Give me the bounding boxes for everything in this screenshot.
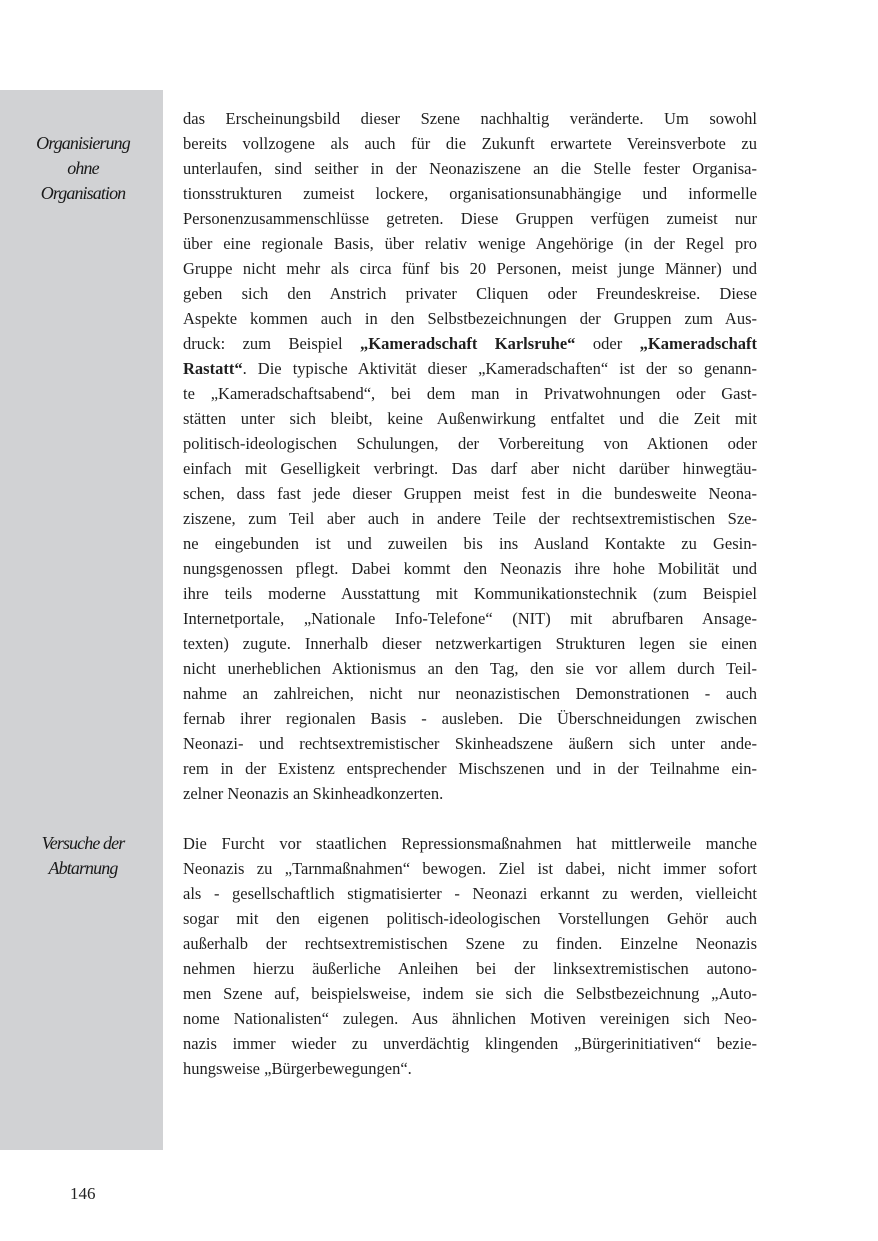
text-line: als - gesellschaftlich stigmatisierter - Neonazi erkannt zu werden, vielleicht	[183, 884, 757, 903]
text-line: das Erscheinungsbild dieser Szene nachhaltig veränderte. Um sowohl	[183, 109, 757, 128]
text-line: nome Nationalisten“ zulegen. Aus ähnlichen Motiven vereinigen sich Neo-	[183, 1009, 757, 1028]
text-line	[183, 331, 757, 356]
text-line: te „Kameradschaftsabend“, bei dem man in Privatwohnungen oder Gast-	[183, 384, 757, 403]
text-line: unterlaufen, sind seither in der Neonaziszene an die Stelle fester Organisa-	[183, 159, 757, 178]
text-line: über eine regionale Basis, über relativ wenige Angehörige (in der Regel pro	[183, 234, 757, 253]
text-line: Die Furcht vor staatlichen Repressionsmaßnahmen hat mittlerweile manche	[183, 834, 757, 853]
margin-sidebar	[0, 90, 163, 1150]
bold-group-name-rastatt-end: Rastatt“	[183, 359, 243, 378]
page-number: 146	[70, 1184, 96, 1203]
text-run: druck: zum Beispiel	[183, 334, 360, 353]
text-line: stätten unter sich bleibt, keine Außenwirkung entfaltet und die Zeit mit	[183, 409, 757, 428]
margin-heading-abtarnung	[8, 831, 158, 881]
text-line: ziszene, zum Teil aber auch in andere Teile der rechtsextremistischen Sze-	[183, 509, 757, 528]
text-line: rem in der Existenz entsprechender Mischszenen und in der Teilnahme ein-	[183, 759, 757, 778]
text-line: bereits vollzogene als auch für die Zukunft erwartete Vereinsverbote zu	[183, 134, 757, 153]
margin-heading-line: Abtarnung	[48, 858, 118, 878]
text-line: außerhalb der rechtsextremistischen Szene zu finden. Einzelne Neonazis	[183, 934, 757, 953]
text-line: men Szene auf, beispielsweise, indem sie sich die Selbstbezeichnung „Auto-	[183, 984, 757, 1003]
text-line: texten) zugute. Innerhalb dieser netzwerkartigen Strukturen legen sie einen	[183, 634, 757, 653]
margin-heading-line: Organisierung	[36, 133, 130, 153]
text-line: zelner Neonazis an Skinheadkonzerten.	[183, 784, 444, 803]
text-line: Internetportale, „Nationale Info-Telefone“ (NIT) mit abrufbaren Ansage-	[183, 609, 757, 628]
text-line: tionsstrukturen zumeist lockere, organisationsunabhängige und informelle	[183, 184, 757, 203]
margin-heading-organisierung	[8, 131, 158, 206]
bold-group-name-rastatt-start: „Kameradschaft	[639, 334, 757, 353]
text-line: Gruppe nicht mehr als circa fünf bis 20 Personen, meist junge Männer) und	[183, 259, 757, 278]
text-line: Aspekte kommen auch in den Selbstbezeichnungen der Gruppen zum Aus-	[183, 309, 757, 328]
text-line: fernab ihrer regionalen Basis - ausleben. Die Überschneidungen zwischen	[183, 709, 757, 728]
text-line: nungsgenossen pflegt. Dabei kommt den Neonazis ihre hohe Mobilität und	[183, 559, 757, 578]
text-line: nazis immer wieder zu unverdächtig klingenden „Bürgerinitiativen“ bezie-	[183, 1034, 757, 1053]
text-line: nehmen hierzu äußerliche Anleihen bei der linksextremistischen autono-	[183, 959, 757, 978]
text-line: schen, dass fast jede dieser Gruppen meist fest in die bundesweite Neona-	[183, 484, 757, 503]
body-paragraph-1	[183, 106, 757, 806]
text-line: hungsweise „Bürgerbewegungen“.	[183, 1059, 412, 1078]
text-line: ihre teils moderne Ausstattung mit Kommunikationstechnik (zum Beispiel	[183, 584, 757, 603]
margin-heading-line: ohne	[67, 158, 99, 178]
bold-group-name-karlsruhe: „Kameradschaft Karlsruhe“	[360, 334, 576, 353]
text-line: Neonazi- und rechtsextremistischer Skinheadszene äußern sich unter ande-	[183, 734, 757, 753]
margin-heading-line: Organisation	[40, 183, 126, 203]
text-line: einfach mit Geselligkeit verbringt. Das darf aber nicht darüber hinwegtäu-	[183, 459, 757, 478]
text-line: politisch-ideologischen Schulungen, der Vorbereitung von Aktionen oder	[183, 434, 757, 453]
margin-heading-line: Versuche der	[41, 833, 125, 853]
text-line: sogar mit den eigenen politisch-ideologischen Vorstellungen Gehör auch	[183, 909, 757, 928]
text-line: nicht unerheblichen Aktionismus an den Tag, den sie vor allem durch Teil-	[183, 659, 757, 678]
text-line: Personenzusammenschlüsse getreten. Diese Gruppen verfügen zumeist nur	[183, 209, 757, 228]
text-line: geben sich den Anstrich privater Cliquen oder Freundeskreise. Diese	[183, 284, 757, 303]
text-line: Neonazis zu „Tarnmaßnahmen“ bewogen. Ziel ist dabei, nicht immer sofort	[183, 859, 757, 878]
text-run: . Die typische Aktivität dieser „Kameradschaften“ ist der so genann-	[242, 359, 757, 378]
text-line	[183, 356, 757, 381]
text-line: ne eingebunden ist und zuweilen bis ins Ausland Kontakte zu Gesin-	[183, 534, 757, 553]
text-run: oder	[575, 334, 640, 353]
text-line: nahme an zahlreichen, nicht nur neonazistischen Demonstrationen - auch	[183, 684, 757, 703]
body-paragraph-2	[183, 831, 757, 1081]
